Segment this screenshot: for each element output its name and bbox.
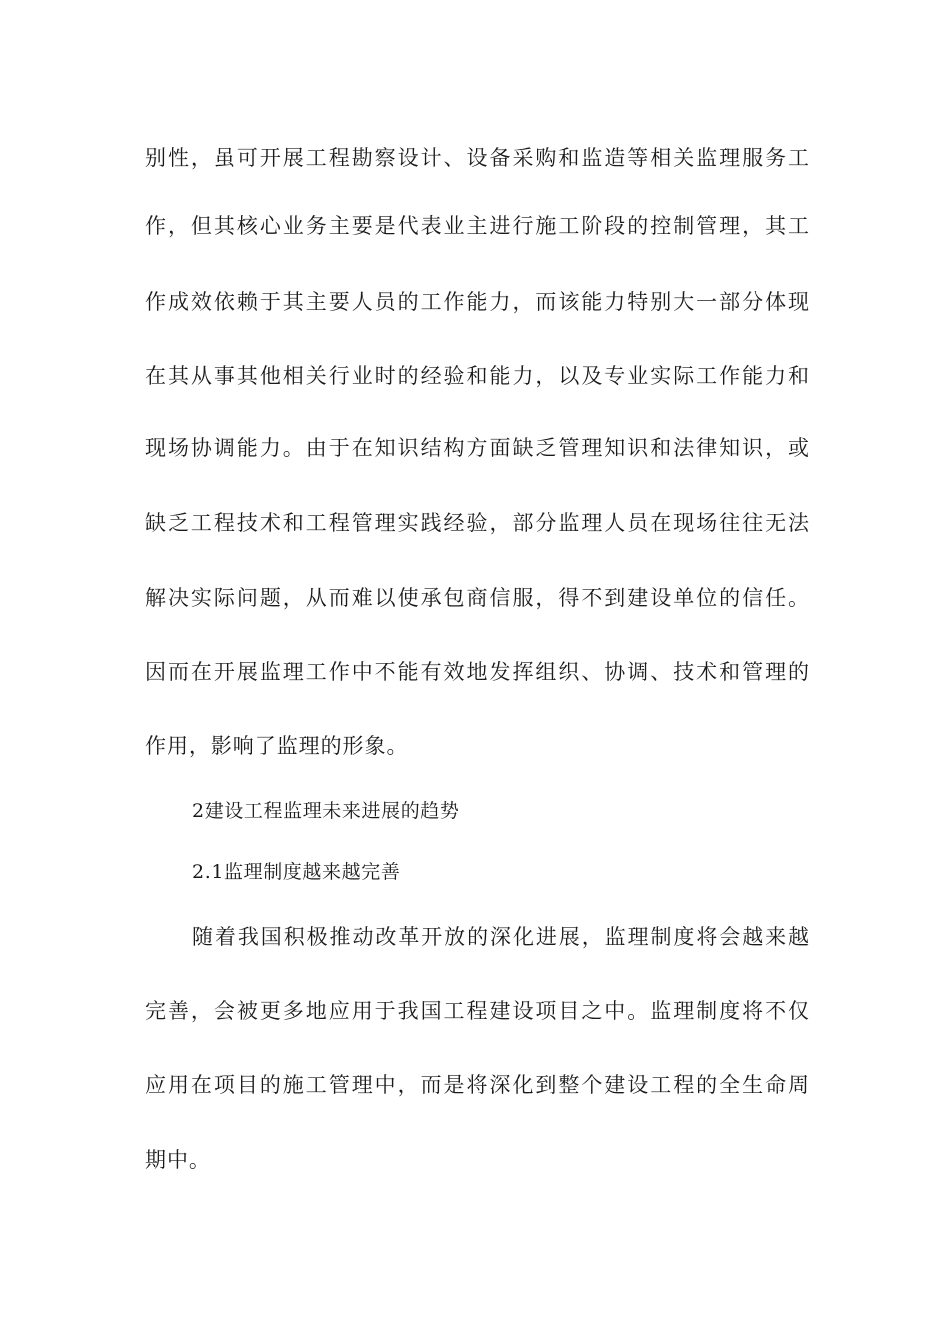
paragraph-1-line-6: 缺乏工程技术和工程管理实践经验，部分监理人员在现场往往无法 (145, 511, 810, 535)
paragraph-2-line-2: 完善，会被更多地应用于我国工程建设项目之中。监理制度将不仅 (145, 999, 810, 1023)
paragraph-1-line-4: 在其从事其他相关行业时的经验和能力，以及专业实际工作能力和 (145, 364, 810, 388)
section-heading-2: 2建设工程监理未来进展的趋势 (192, 800, 460, 822)
paragraph-1-line-1: 别性，虽可开展工程勘察设计、设备采购和监造等相关监理服务工 (145, 146, 810, 170)
paragraph-1-line-7: 解决实际问题，从而难以使承包商信服，得不到建设单位的信任。 (145, 586, 810, 610)
paragraph-1-line-3: 作成效依赖于其主要人员的工作能力，而该能力特别大一部分体现 (145, 290, 810, 314)
paragraph-2-line-4: 期中。 (145, 1148, 211, 1172)
section-heading-2-1: 2.1监理制度越来越完善 (192, 861, 401, 883)
paragraph-1-line-8: 因而在开展监理工作中不能有效地发挥组织、协调、技术和管理的 (145, 660, 810, 684)
paragraph-1-line-9: 作用，影响了监理的形象。 (145, 734, 409, 758)
paragraph-2-line-3: 应用在项目的施工管理中，而是将深化到整个建设工程的全生命周 (145, 1073, 810, 1097)
paragraph-1-line-2: 作，但其核心业务主要是代表业主进行施工阶段的控制管理，其工 (145, 214, 810, 238)
paragraph-2-line-1: 随着我国积极推动改革开放的深化进展，监理制度将会越来越 (192, 925, 810, 949)
paragraph-1-line-5: 现场协调能力。由于在知识结构方面缺乏管理知识和法律知识，或 (145, 436, 810, 460)
